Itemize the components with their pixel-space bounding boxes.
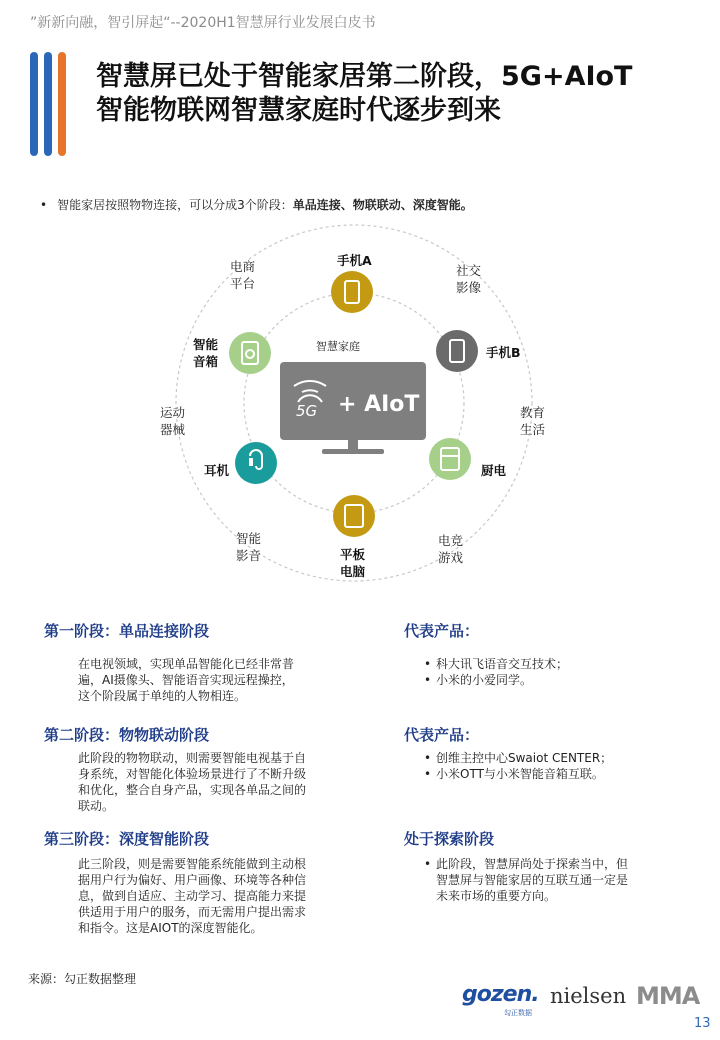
smart-home-center-label: 智慧家庭	[316, 340, 360, 353]
products1-list	[424, 656, 568, 688]
stage3-line: 供适用于用户的服务，而无需用户提出需求	[78, 905, 307, 919]
stage2-line: 此阶段的物物联动，则需要智能电视基于自	[78, 751, 307, 765]
page-number: 13	[694, 1016, 711, 1031]
stage3-line: 息，做到自适应、主动学习、提高能力来提	[78, 889, 307, 903]
stage1-text	[78, 656, 294, 704]
phone-b-icon	[436, 330, 478, 372]
stage1-line: 在电视领域，实现单品智能化已经非常普	[78, 657, 295, 671]
tablet-label-line2: 电脑	[340, 564, 366, 579]
tv-aiot-text: + AIoT	[338, 392, 420, 417]
source-note: 来源：勾正数据整理	[28, 972, 137, 986]
bullet-dot: •	[40, 198, 48, 212]
nielsen-logo: nielsen	[550, 984, 627, 1008]
gaming-label-line1: 电竞	[438, 533, 464, 548]
tablet-icon	[333, 495, 375, 537]
accent-bar-blue	[44, 52, 52, 156]
smart-speaker-icon	[229, 332, 271, 374]
smart-home-diagram	[0, 220, 720, 600]
social-label-line2: 影像	[456, 280, 482, 295]
stage2-text	[78, 750, 306, 814]
kitchen-label: 厨电	[481, 463, 507, 478]
stage2-line: 身系统，对智能化体验场景进行了不断升级	[78, 767, 307, 781]
mma-logo: MMA	[636, 982, 700, 1010]
media-label-line1: 智能	[236, 531, 262, 546]
exploration-line: 此阶段，智慧屏尚处于探索当中，但	[436, 857, 629, 871]
gaming-label	[438, 532, 463, 566]
gozen-logo-subtext: 勾正数据	[504, 1009, 532, 1017]
stage2-title: 第二阶段：物物联动阶段	[44, 726, 210, 744]
stage3-line: 此三阶段，则是需要智能系统能做到主动根	[78, 857, 307, 871]
tablet-label-line1: 平板	[340, 547, 366, 562]
list-item: • 科大讯飞语音交互技术；	[424, 656, 568, 672]
list-item: • 创维主控中心Swaiot CENTER；	[424, 750, 612, 766]
stage2-line: 和优化，整合自身产品，实现各单品之间的	[78, 783, 307, 797]
phone-a-icon	[331, 271, 373, 313]
intro-bullet	[40, 196, 473, 213]
exploration-title: 处于探索阶段	[404, 830, 495, 848]
earphone-icon	[235, 442, 277, 484]
products2-list	[424, 750, 612, 782]
gozen-logo-text: gozen.	[462, 982, 539, 1007]
page-title	[96, 60, 632, 128]
tv-5g-text: 5G	[296, 402, 318, 420]
stage3-text	[78, 856, 306, 936]
education-label-line2: 生活	[520, 422, 546, 437]
exploration-line: 智慧屏与智能家居的互联互通一定是	[436, 873, 629, 887]
exploration-list	[424, 856, 628, 904]
stage2-line: 联动。	[78, 799, 115, 813]
media-label	[236, 530, 261, 564]
stage1-title: 第一阶段：单品连接阶段	[44, 622, 210, 640]
accent-bar-blue	[30, 52, 38, 156]
ecommerce-label	[230, 258, 255, 292]
education-label-line1: 教育	[520, 405, 546, 420]
list-item	[424, 856, 628, 904]
phone-a-label: 手机A	[337, 253, 372, 268]
stage3-line: 和指令。这是AIOT的深度智能化。	[78, 921, 263, 935]
social-label	[456, 262, 481, 296]
sports-label-line1: 运动	[160, 405, 186, 420]
phone-b-label: 手机B	[486, 345, 521, 360]
products2-title: 代表产品：	[404, 726, 480, 744]
social-label-line1: 社交	[456, 263, 482, 278]
exploration-line: 未来市场的重要方向。	[436, 889, 557, 903]
gozen-logo	[462, 982, 539, 1017]
stage3-title: 第三阶段：深度智能阶段	[44, 830, 210, 848]
speaker-label	[193, 336, 218, 370]
education-label	[520, 404, 545, 438]
intro-bold-text: 单品连接、物联联动、深度智能。	[292, 198, 473, 212]
kitchen-appliance-icon	[429, 438, 471, 480]
earphone-label: 耳机	[204, 463, 230, 478]
gaming-label-line2: 游戏	[438, 550, 464, 565]
sports-label-line2: 器械	[160, 422, 186, 437]
stage1-line: 这个阶段属于单纯的人物相连。	[78, 689, 247, 703]
products1-title: 代表产品：	[404, 622, 480, 640]
tablet-label	[340, 546, 365, 580]
stage3-line: 据用户行为偏好、用户画像、环境等各种信	[78, 873, 307, 887]
ecommerce-label-line2: 平台	[230, 276, 256, 291]
diagram-svg	[0, 220, 720, 600]
header-quote: ”新新向融，智引屏起“--2020H1智慧屏行业发展白皮书	[30, 15, 376, 31]
accent-bar-orange	[58, 52, 66, 156]
page-title-line1: 智慧屏已处于智能家居第二阶段，5G+AIoT	[96, 61, 633, 92]
ecommerce-label-line1: 电商	[230, 259, 256, 274]
speaker-label-line1: 智能	[193, 337, 219, 352]
intro-text: 智能家居按照物物连接，可以分成3个阶段：	[57, 198, 293, 212]
sports-label	[160, 404, 185, 438]
stage1-line: 遍，AI摄像头、智能语音实现远程操控，	[78, 673, 294, 687]
page-title-line2: 智能物联网智慧家庭时代逐步到来	[96, 95, 501, 126]
list-item: • 小米的小爱同学。	[424, 672, 568, 688]
media-label-line2: 影音	[236, 548, 262, 563]
list-item: • 小米OTT与小米智能音箱互联。	[424, 766, 612, 782]
speaker-label-line2: 音箱	[193, 354, 219, 369]
